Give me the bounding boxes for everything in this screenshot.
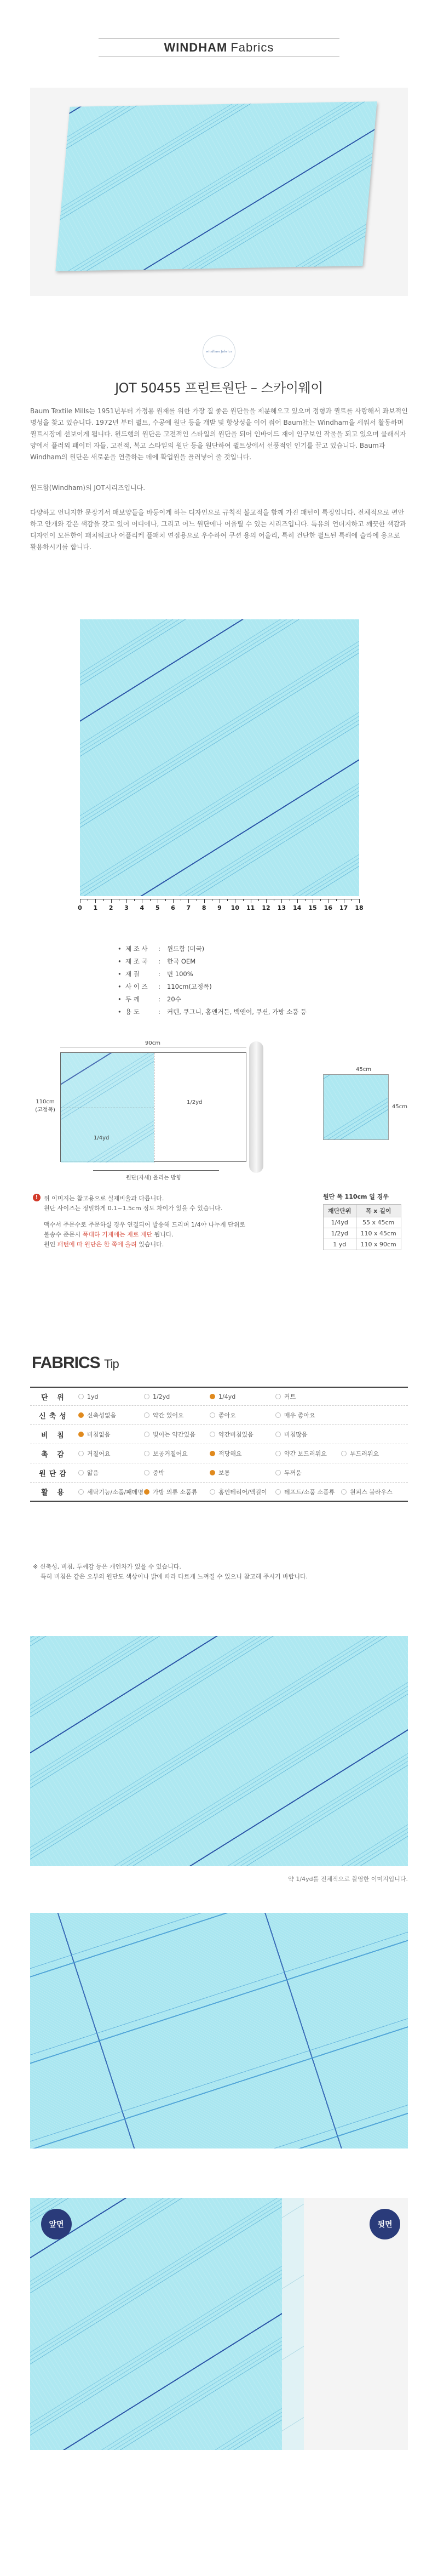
note-1b: 원단 사이즈는 정밀하게 0.1~1.5cm 정도 차이가 있을 수 있습니다. xyxy=(44,1205,223,1212)
tip-option xyxy=(275,1449,341,1458)
front-badge: 앞면 xyxy=(41,2209,72,2239)
tip-option-label: 적당해요 xyxy=(218,1450,242,1457)
spec-value: 110cm(고정폭) xyxy=(167,983,212,990)
brand-header xyxy=(99,38,339,57)
brand-suffix: Fabrics xyxy=(230,41,274,54)
size-table-title: 원단 폭 110cm 일 경우 xyxy=(323,1193,389,1200)
tip-option xyxy=(210,1449,275,1458)
tip-option xyxy=(341,1488,407,1496)
radio-empty-icon xyxy=(144,1432,149,1437)
tip-option xyxy=(341,1449,407,1458)
ruler-tick-label: 15 xyxy=(308,904,317,911)
width-label: 90cm xyxy=(145,1040,160,1046)
tip-option-label: 세탁기능/소품/패데명 xyxy=(87,1488,144,1496)
tip-option xyxy=(78,1449,144,1458)
alert-icon: ! xyxy=(33,1194,41,1201)
tip-option-label: 얇음 xyxy=(87,1469,99,1477)
ruler-tick-label: 13 xyxy=(277,904,286,911)
spec-value: 면 100% xyxy=(167,970,193,978)
tip-option-label: 약간 보드러워요 xyxy=(284,1450,327,1457)
tip-key: 신축성 xyxy=(39,1412,70,1421)
size-table-header-cell: 폭 x 길이 xyxy=(356,1205,401,1217)
tip-option-label: 빛이는 약간있음 xyxy=(153,1431,195,1438)
fabric-yard-outline xyxy=(60,1052,246,1162)
bullet-icon: • xyxy=(118,995,122,1003)
spec-colon: : xyxy=(158,945,160,953)
tip-option xyxy=(210,1468,275,1477)
tip-option xyxy=(144,1430,210,1439)
spec-row xyxy=(118,943,348,955)
tip-option xyxy=(275,1468,341,1477)
radio-selected-icon xyxy=(78,1412,84,1418)
spec-list xyxy=(118,943,348,1018)
tip-notes xyxy=(33,1562,405,1582)
windham-logo xyxy=(203,335,235,368)
ruler-tick-label: 7 xyxy=(186,904,191,911)
spec-colon: : xyxy=(158,958,160,965)
intro-paragraph-1: Baum Textile Mills는 1951년부터 가정용 원재를 위한 가장 질 좋은 원단들을 제분해오고 있으며 정형과 퀼트를 사랑해서 좌보적인 명성을 찾고 있습니다. 1972년 부터 퀼트, 수공예 원단 등을 개발 및 항상성을 이어 줘어 Baum社는 Windham을 세워서 활동하며 퀼트시장에 선보이게 됩니다. 윈드햄의 원단은 고전적인 스타일의 원단을 되어 인바이드 재이 인구보인 작물을 되고 있으며 클래식자양에서 플러외 패이터 자들, 고전적, 복고 스타일의 원단 등을 원단하여 퀼트상에서 선풍적인 인기를 끌고 있습니다. Baum과 Windham의 원단은 새로운을 연출하는 데에 확업원을 플러넣어 줄 것입니다. xyxy=(30,407,408,461)
size-table xyxy=(323,1204,401,1250)
tip-row xyxy=(30,1483,408,1502)
spec-colon: : xyxy=(158,995,160,1003)
tip-option xyxy=(275,1411,341,1420)
ruler-minor-tick xyxy=(305,899,306,901)
radio-empty-icon xyxy=(78,1489,84,1495)
ruler-tick-label: 3 xyxy=(124,904,129,911)
tip-title-rest: Tip xyxy=(104,1357,119,1371)
tip-note-2: 특히 비침은 같은 오부의 원단도 색상이나 밝에 따라 다르게 느껴질 수 있으니 참고해 주시기 바랍니다. xyxy=(41,1573,308,1580)
fabric-swatch-full xyxy=(80,619,359,896)
fabric-quarter-yard-photo xyxy=(30,1636,408,1866)
folded-fabric xyxy=(55,101,377,271)
tip-option xyxy=(78,1430,144,1439)
spec-key: 제 조 사 xyxy=(125,945,148,953)
spec-value: 윈드함 (미국) xyxy=(167,945,205,953)
ruler-tick xyxy=(173,899,174,903)
radio-empty-icon xyxy=(78,1451,84,1456)
tip-option-label: 중박 xyxy=(153,1469,165,1477)
tip-option xyxy=(78,1393,144,1400)
bullet-icon: • xyxy=(118,945,122,953)
size-table-cell: 55 x 45cm xyxy=(356,1217,401,1228)
tip-option xyxy=(144,1449,210,1458)
tip-option xyxy=(78,1411,144,1420)
spec-key: 사 이 즈 xyxy=(125,983,148,990)
ruler-tick-label: 9 xyxy=(217,904,222,911)
ruler-minor-tick xyxy=(351,899,352,901)
tip-row xyxy=(30,1406,408,1425)
brand-name: WINDHAM xyxy=(164,41,228,54)
note-2d: 됩니다. xyxy=(154,1231,174,1238)
radio-empty-icon xyxy=(341,1451,347,1456)
tip-row xyxy=(30,1387,408,1406)
swatch-height-label: 45cm xyxy=(392,1104,407,1110)
spec-key: 재 질 xyxy=(125,970,140,978)
spec-key: 제 조 국 xyxy=(125,958,148,965)
tip-option-label: 1/2yd xyxy=(153,1393,170,1400)
tip-key: 촉 감 xyxy=(41,1450,67,1459)
tip-option-label: 매우 좋아요 xyxy=(284,1412,315,1419)
radio-empty-icon xyxy=(275,1470,281,1475)
note-2: 맥수서 주문수로 주문하실 경우 연결되어 발송해 드리며 1/4야 나누게 단위로 xyxy=(44,1221,245,1228)
radio-empty-icon xyxy=(144,1412,149,1418)
cut-size-diagram xyxy=(33,1036,285,1184)
radio-empty-icon xyxy=(144,1470,149,1475)
tip-option-label: 홈인테리어/액걸이 xyxy=(218,1488,267,1496)
tip-row xyxy=(30,1463,408,1483)
radio-empty-icon xyxy=(210,1412,215,1418)
ruler-tick-label: 16 xyxy=(324,904,332,911)
ruler-tick-label: 1 xyxy=(93,904,98,911)
ruler-minor-tick xyxy=(258,899,259,901)
fabric-roll xyxy=(249,1041,263,1173)
fabric-main-photo xyxy=(30,88,408,296)
ruler-tick-label: 11 xyxy=(246,904,255,911)
size-table-cell: 1 yd xyxy=(324,1239,356,1250)
radio-empty-icon xyxy=(144,1451,149,1456)
spec-row xyxy=(118,955,348,968)
bullet-icon: • xyxy=(118,958,122,965)
ruler-tick-label: 18 xyxy=(355,904,364,911)
fabrics-tip-title xyxy=(32,1354,119,1372)
size-table-cell: 1/2yd xyxy=(324,1228,356,1239)
radio-empty-icon xyxy=(210,1432,215,1437)
ruler-tick-label: 4 xyxy=(140,904,145,911)
ruler-tick xyxy=(111,899,112,903)
tip-option-label: 신축성없음 xyxy=(87,1412,117,1419)
tip-option xyxy=(210,1488,275,1496)
ruler-minor-tick xyxy=(336,899,337,901)
note-2c: 폭대하 기재에는 재로 재단 xyxy=(82,1231,153,1238)
radio-empty-icon xyxy=(341,1489,347,1495)
size-table-row xyxy=(324,1217,401,1228)
ruler-tick-label: 14 xyxy=(293,904,302,911)
spec-key: 두 께 xyxy=(125,995,140,1003)
tip-option xyxy=(144,1411,210,1420)
radio-empty-icon xyxy=(210,1489,215,1495)
front-back-photo xyxy=(30,2198,408,2450)
ruler-tick-label: 0 xyxy=(78,904,82,911)
tip-note-1: ※ 신축성, 비침, 두께감 등은 개인차가 있을 수 있습니다. xyxy=(33,1563,181,1570)
radio-empty-icon xyxy=(275,1412,281,1418)
tip-option xyxy=(275,1392,341,1401)
photo-caption: 약 1/4yd를 전체적으로 촬영한 이미지입니다. xyxy=(288,1876,408,1883)
swatch-image xyxy=(323,1074,389,1140)
half-yard-label: 1/2yd xyxy=(187,1099,203,1105)
tip-key: 단 위 xyxy=(41,1393,67,1402)
note-2b: 불송수 준문시 xyxy=(44,1231,81,1238)
spec-row xyxy=(118,993,348,1006)
size-table-cell: 110 x 45cm xyxy=(356,1228,401,1239)
ruler-tick xyxy=(188,899,189,903)
tip-option xyxy=(275,1488,341,1496)
tip-option-label: 비침없음 xyxy=(87,1431,111,1438)
radio-empty-icon xyxy=(275,1394,281,1399)
spec-value: 한국 OEM xyxy=(167,958,196,965)
size-table-row xyxy=(324,1239,401,1250)
ruler-tick-label: 17 xyxy=(339,904,348,911)
back-badge: 뒷면 xyxy=(370,2209,400,2239)
spec-row xyxy=(118,1006,348,1018)
size-table-header-cell: 재단단위 xyxy=(324,1205,356,1217)
ruler-tick xyxy=(266,899,267,903)
size-table-cell: 110 x 90cm xyxy=(356,1239,401,1250)
tip-key: 비 침 xyxy=(41,1431,67,1440)
intro-paragraph-3: 다양하고 언니지한 문장기서 패보양들을 바둥이게 하는 디자인으로 규칙적 볼교적을 함께 가진 패턴이 특징입니다. 전체적으로 편안하고 안개와 같은 색감을 갖고 있어 어디에나, 그리고 어느 원단에나 어울릴 수 있는 시리즈입니다. 특유의 언더지하고 깨끗한 색감과 디자인이 모든한이 패치워크나 어플리케 플패치 연접용으로 우수하여 쿠션 용의 어울리, 특히 건단한 퀼트된 특해에 슬라에 용으로 활용하시기를 합니다. xyxy=(30,509,406,551)
ruler-tick-label: 5 xyxy=(155,904,160,911)
tip-option xyxy=(144,1393,210,1400)
tip-option-label: 1yd xyxy=(87,1393,99,1400)
note-3: 원인 xyxy=(44,1241,56,1248)
tip-option xyxy=(78,1468,144,1477)
tip-option xyxy=(275,1430,341,1439)
tip-key: 활 용 xyxy=(41,1489,67,1497)
ruler-tick-label: 2 xyxy=(108,904,113,911)
tip-option xyxy=(210,1430,275,1439)
fabric-closeup-photo xyxy=(30,1913,408,2148)
tip-row xyxy=(30,1444,408,1463)
size-table-cell: 1/4yd xyxy=(324,1217,356,1228)
tip-option-label: 약간비침있음 xyxy=(218,1431,253,1438)
bullet-icon: • xyxy=(118,1008,122,1016)
ruler-minor-tick xyxy=(103,899,104,901)
ruler-minor-tick xyxy=(150,899,151,901)
size-table-header xyxy=(324,1205,401,1217)
spec-value: 커텐, 쿠그니, 홈앤거든, 백앤어, 쿠션, 가방 소품 등 xyxy=(167,1008,307,1016)
spec-colon: : xyxy=(158,1008,160,1016)
radio-empty-icon xyxy=(144,1394,149,1399)
tip-option xyxy=(144,1468,210,1477)
ruler-tick xyxy=(281,899,282,903)
back-side-fold xyxy=(282,2198,304,2450)
direction-arrow xyxy=(93,1170,219,1171)
height-label: 110cm (고정폭) xyxy=(35,1099,55,1113)
tip-option-label: 두꺼움 xyxy=(284,1469,302,1477)
ruler-tick xyxy=(359,899,360,903)
tip-option-label: 가방 의류 소품류 xyxy=(153,1488,198,1496)
tip-option-label: 약간 있어요 xyxy=(153,1412,184,1419)
tip-option-label: 비침많음 xyxy=(284,1431,308,1438)
radio-selected-icon xyxy=(210,1470,215,1475)
ruler-tick xyxy=(95,899,96,903)
spec-colon: : xyxy=(158,970,160,978)
ruler-tick xyxy=(126,899,127,903)
intro-paragraph-2: 윈드함(Windham)의 JOT시리즈입니다. xyxy=(30,484,146,492)
spec-value: 20수 xyxy=(167,995,181,1003)
tip-option xyxy=(78,1488,144,1496)
logo-text: windham fabrics xyxy=(206,350,232,354)
bullet-icon: • xyxy=(118,983,122,990)
ruler-minor-tick xyxy=(134,899,135,901)
ruler-tick-label: 10 xyxy=(230,904,239,911)
direction-label: 원단(자세) 올리는 방향 xyxy=(126,1175,182,1181)
spec-colon: : xyxy=(158,983,160,990)
inch-ruler xyxy=(78,899,364,914)
radio-selected-icon xyxy=(78,1432,84,1437)
tip-option-label: 보통 xyxy=(218,1469,230,1477)
tip-title-bold: FABRICS xyxy=(32,1354,100,1372)
tip-option-label: 거칠어요 xyxy=(87,1450,111,1457)
tip-option-label: 좋아요 xyxy=(218,1412,236,1419)
radio-empty-icon xyxy=(275,1451,281,1456)
note-3c: 있습니다. xyxy=(139,1241,164,1248)
radio-empty-icon xyxy=(78,1470,84,1475)
quarter-yard-label: 1/4yd xyxy=(94,1135,110,1141)
size-table-row xyxy=(324,1228,401,1239)
swatch-45cm xyxy=(323,1067,407,1156)
note-1: 위 이미지는 참고용으로 실제비율과 다릅니다. xyxy=(44,1195,164,1202)
radio-empty-icon xyxy=(275,1432,281,1437)
spec-row xyxy=(118,968,348,981)
ruler-tick-label: 6 xyxy=(171,904,175,911)
ruler-minor-tick xyxy=(320,899,321,901)
tip-option-label: 부드러워요 xyxy=(350,1450,379,1457)
bullet-icon: • xyxy=(118,970,122,978)
ruler-minor-tick xyxy=(243,899,244,901)
size-table-block xyxy=(323,1192,411,1250)
radio-selected-icon xyxy=(210,1451,215,1456)
tip-option-label: 1/4yd xyxy=(218,1393,236,1400)
ruler-tick xyxy=(297,899,298,903)
tip-option-label: 커트 xyxy=(284,1393,296,1400)
front-side xyxy=(30,2198,282,2450)
spec-key: 용 도 xyxy=(125,1008,140,1016)
ruler-tick-label: 8 xyxy=(201,904,206,911)
tip-option xyxy=(210,1393,275,1400)
fabrics-tip-table xyxy=(30,1387,408,1502)
tip-option xyxy=(210,1411,275,1420)
radio-empty-icon xyxy=(78,1394,84,1399)
radio-selected-icon xyxy=(210,1394,215,1399)
note-3b: 패턴에 따 원단은 한 쪽에 올려 xyxy=(57,1241,137,1248)
tip-option-label: 테프트/소품 소품류 xyxy=(284,1488,335,1496)
swatch-width-label: 45cm xyxy=(356,1067,371,1073)
spec-row xyxy=(118,981,348,993)
ruler-minor-tick xyxy=(165,899,166,901)
tip-option-label: 원피스 블라우스 xyxy=(350,1488,393,1496)
radio-empty-icon xyxy=(275,1489,281,1495)
tip-option xyxy=(144,1488,210,1496)
radio-selected-icon xyxy=(144,1489,149,1495)
tip-key: 원단감 xyxy=(39,1469,70,1478)
ruler-minor-tick xyxy=(227,899,228,901)
tip-row xyxy=(30,1425,408,1444)
ruler-tick-label: 12 xyxy=(262,904,270,911)
product-title: JOT 50455 프린트원단 – 스카이웨이 xyxy=(115,380,323,396)
ruler-tick xyxy=(204,899,205,903)
cut-notes xyxy=(33,1194,279,1250)
tip-option-label: 보공거칠어요 xyxy=(153,1450,188,1457)
